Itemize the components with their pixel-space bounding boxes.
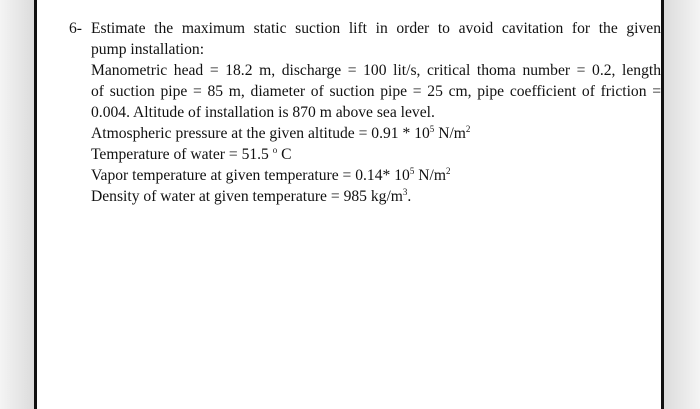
degree-symbol: o [272, 145, 278, 155]
vapor-text: Vapor temperature at given temperature = 0.14* 10 [91, 167, 410, 184]
vapor-exponent: 5 [409, 166, 415, 176]
temp-unit: C [277, 146, 292, 163]
atm-text: Atmospheric pressure at the given altitude = 0.91 * 10 [91, 125, 430, 142]
problem-number: 6- [69, 20, 82, 37]
temperature-line [91, 144, 661, 165]
problem-line-3: Manometric head = 18.2 m, discharge = 100 lit/s, critical thoma number = 0.2, length [91, 62, 661, 79]
density-tail: . [407, 188, 412, 205]
vapor-unit-exponent: 2 [445, 166, 451, 176]
right-page-margin [664, 0, 700, 409]
vapor-pressure-line [91, 165, 661, 186]
atm-unit: N/m [434, 125, 466, 142]
density-exponent: 3 [402, 187, 408, 197]
problem-line-2: pump installation: [91, 41, 205, 58]
atm-exponent: 5 [429, 124, 435, 134]
document-page [34, 0, 664, 409]
vapor-unit: N/m [414, 167, 446, 184]
problem-line-4: of suction pipe = 85 m, diameter of suction pipe = 25 cm, pipe coefficient of friction = [91, 83, 661, 100]
problem-line-5: 0.004. Altitude of installation is 870 m above sea level. [91, 104, 435, 121]
temp-text: Temperature of water = 51.5 [91, 146, 273, 163]
problem-6 [69, 18, 661, 207]
atm-unit-exponent: 2 [465, 124, 471, 134]
density-text: Density of water at given temperature = 985 kg/m [91, 188, 403, 205]
atmospheric-pressure-line [91, 123, 661, 144]
problem-line-1: Estimate the maximum static suction lift in order to avoid cavitation for the given [91, 20, 661, 37]
problem-body [91, 18, 661, 207]
density-line [91, 186, 661, 207]
left-page-margin [0, 0, 34, 409]
